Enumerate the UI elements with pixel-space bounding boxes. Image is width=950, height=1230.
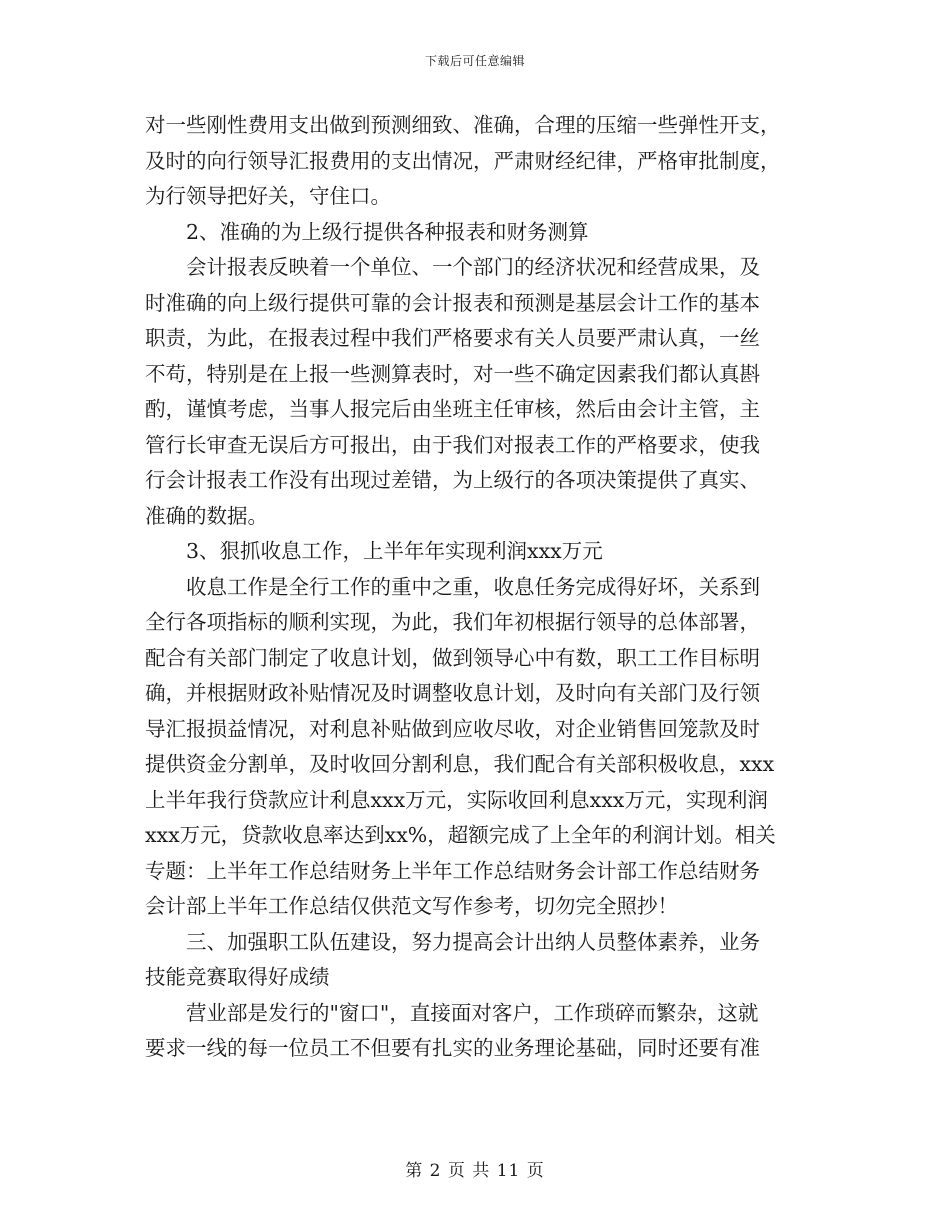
text-line: 3、狠抓收息工作，上半年年实现利润xxx万元	[186, 539, 603, 563]
text-line: 三、加强职工队伍建设，努力提高会计出纳人员整体素养，业务	[186, 929, 760, 954]
text-line: 要求一线的每一位员工不但要有扎实的业务理论基础，同时还要有准	[145, 1036, 760, 1060]
text-line: 准确的数据。	[145, 503, 268, 528]
text-line: 管行长审查无误后方可报出，由于我们对报表工作的严格要求，使我	[145, 432, 760, 457]
text-line: 上半年我行贷款应计利息xxx万元，实际收回利息xxx万元，实现利润	[145, 787, 768, 812]
text-line: 导汇报损益情况，对利息补贴做到应收尽收，对企业销售回笼款及时	[145, 716, 760, 741]
text-line: 2、准确的为上级行提供各种报表和财务测算	[186, 219, 589, 244]
text-line: 对一些刚性费用支出做到预测细致、准确，合理的压缩一些弹性开支，	[145, 113, 781, 137]
text-line: 专题：上半年工作总结财务上半年工作总结财务会计部工作总结财务	[145, 858, 760, 883]
text-line: 时准确的向上级行提供可靠的会计报表和预测是基层会计工作的基本	[145, 290, 760, 315]
text-line: xxx万元，贷款收息率达到xx%，超额完成了上全年的利润计划。相关	[145, 823, 776, 847]
page-header: 下载后可任意编辑	[424, 54, 525, 68]
text-line: 会计报表反映着一个单位、一个部门的经济状况和经营成果，及	[186, 255, 760, 279]
document-body	[145, 108, 810, 1067]
text-line: 会计部上半年工作总结仅供范文写作参考，切勿完全照抄！	[145, 894, 678, 918]
text-line: 及时的向行领导汇报费用的支出情况，严肃财经纪律，严格审批制度，	[145, 148, 781, 173]
text-line: 确，并根据财政补贴情况及时调整收息计划，及时向有关部门及行领	[145, 681, 760, 705]
text-line: 配合有关部门制定了收息计划，做到领导心中有数，职工工作目标明	[145, 645, 760, 670]
text-line: 技能竞赛取得好成绩	[145, 965, 330, 989]
text-line: 营业部是发行的"窗口"，直接面对客户，工作琐碎而繁杂，这就	[186, 1000, 759, 1025]
text-line: 为行领导把好关，守住口。	[145, 184, 391, 208]
text-line: 全行各项指标的顺利实现，为此，我们年初根据行领导的总体部署，	[145, 610, 760, 634]
text-line: 职责，为此，在报表过程中我们严格要求有关人员要严肃认真，一丝	[145, 326, 760, 350]
page-footer: 第 2 页 共 11 页	[405, 1161, 545, 1181]
text-line: 提供资金分割单，及时收回分割利息，我们配合有关部积极收息，xxx	[145, 752, 775, 776]
text-line: 行会计报表工作没有出现过差错，为上级行的各项决策提供了真实、	[145, 468, 760, 492]
text-line: 酌，谨慎考虑，当事人报完后由坐班主任审核，然后由会计主管，主	[145, 397, 760, 421]
text-line: 收息工作是全行工作的重中之重，收息任务完成得好坏，关系到	[186, 574, 760, 599]
text-line: 不苟，特别是在上报一些测算表时，对一些不确定因素我们都认真斟	[145, 361, 760, 386]
